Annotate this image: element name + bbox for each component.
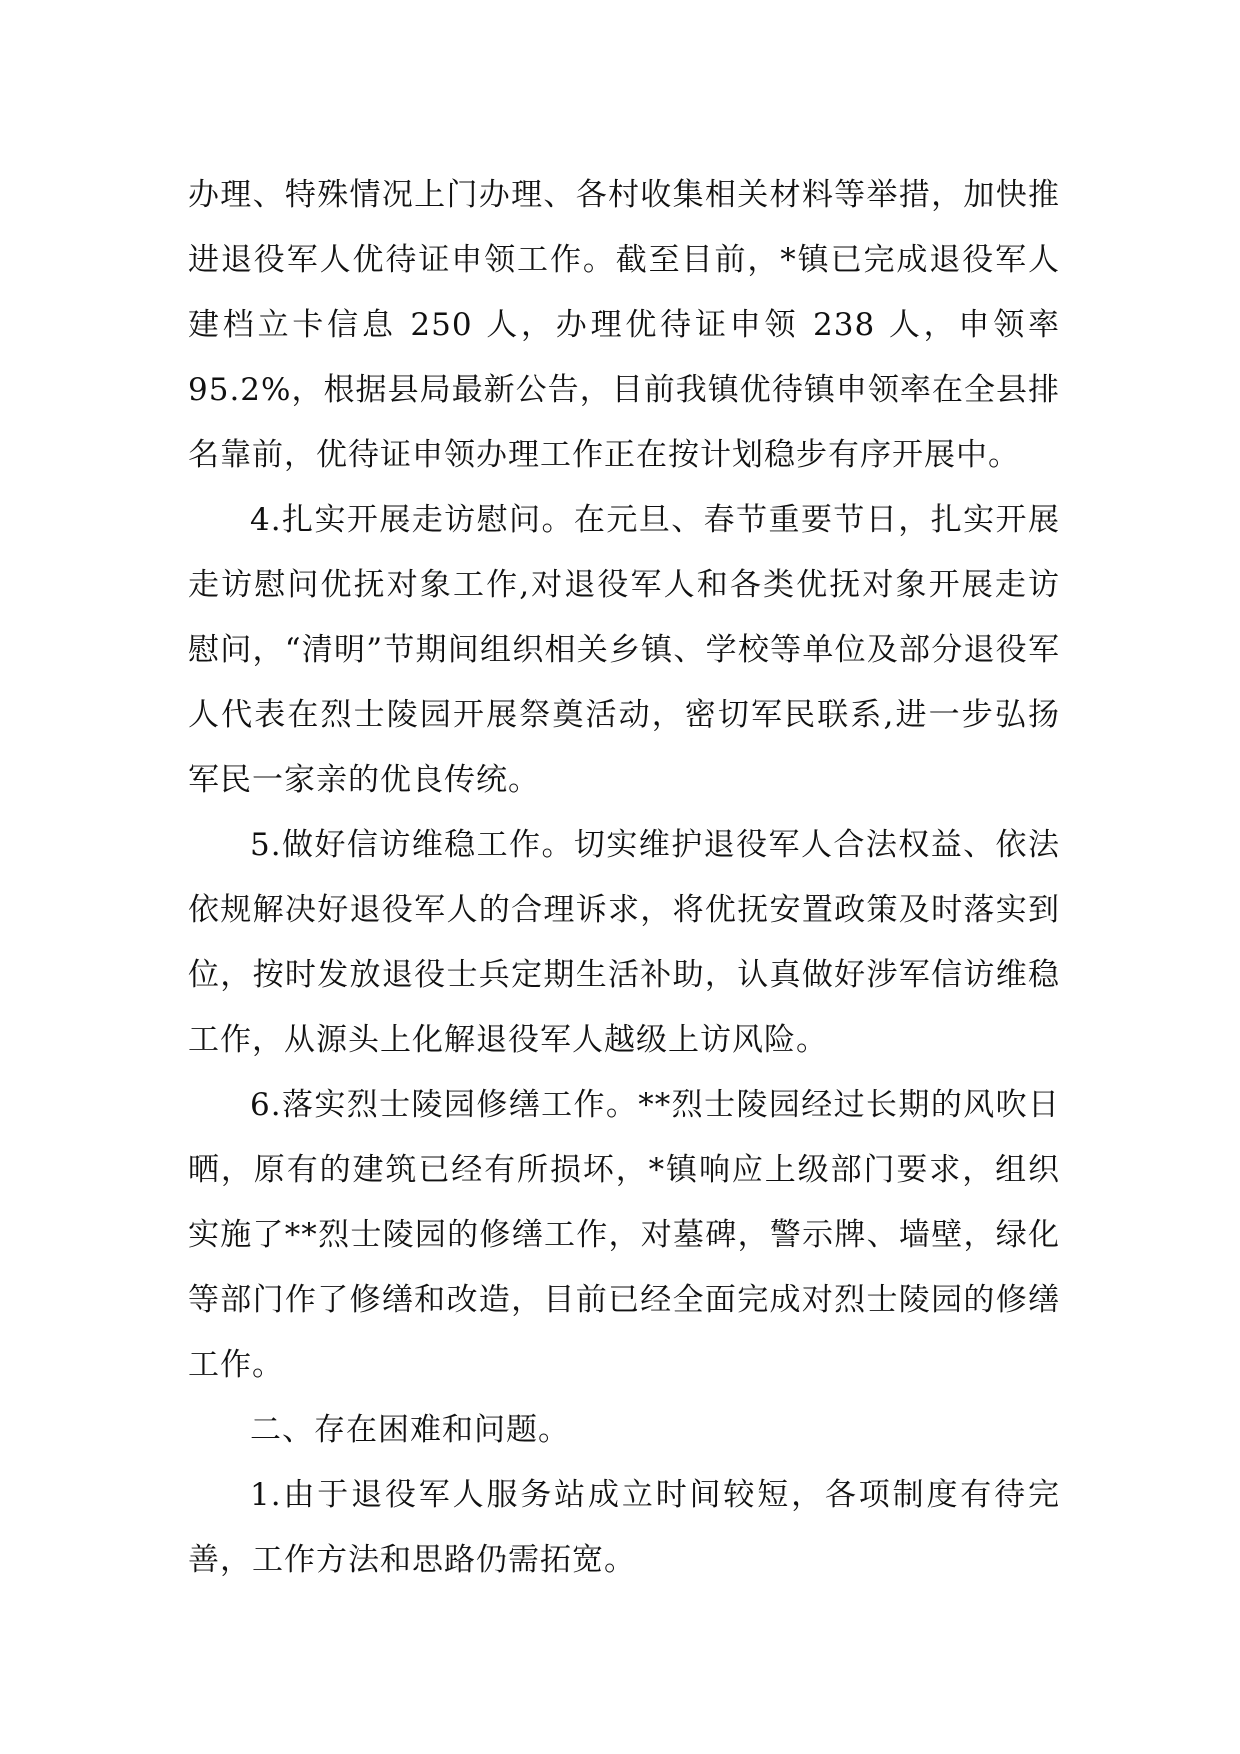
paragraph-visits: 4.扎实开展走访慰问。在元旦、春节重要节日，扎实开展走访慰问优抚对象工作,对退役军人和各类优抚对象开展走访慰问，“清明”节期间组织相关乡镇、学校等单位及部分退役军人代表在烈士陵园开展祭奠活动，密切军民联系,进一步弘扬军民一家亲的优良传统。 (188, 502, 1060, 798)
paragraph-cemetery-repair: 6.落实烈士陵园修缮工作。**烈士陵园经过长期的风吹日晒，原有的建筑已经有所损坏，*镇响应上级部门要求，组织实施了**烈士陵园的修缮工作，对墓碑，警示牌、墙壁，绿化等部门作了修缮和改造，目前已经全面完成对烈士陵园的修缮工作。 (188, 1087, 1060, 1383)
paragraph-problem-1: 1.由于退役军人服务站成立时间较短，各项制度有待完善，工作方法和思路仍需拓宽。 (188, 1477, 1060, 1578)
paragraph-service-card: 办理、特殊情况上门办理、各村收集相关材料等举措，加快推进退役军人优待证申领工作。截至目前，*镇已完成退役军人建档立卡信息 250 人，办理优待证申领 238 人，申领率 95.2%，根据县局最新公告，目前我镇优待镇申领率在全县排名靠前，优待证申领办理工作正在按计划稳步有序开展中。 (188, 177, 1060, 473)
document-body (188, 163, 1060, 1593)
paragraph-petitions: 5.做好信访维稳工作。切实维护退役军人合法权益、依法依规解决好退役军人的合理诉求，将优抚安置政策及时落实到位，按时发放退役士兵定期生活补助，认真做好涉军信访维稳工作，从源头上化解退役军人越级上访风险。 (188, 827, 1060, 1058)
section-heading-problems: 二、存在困难和问题。 (250, 1412, 570, 1448)
